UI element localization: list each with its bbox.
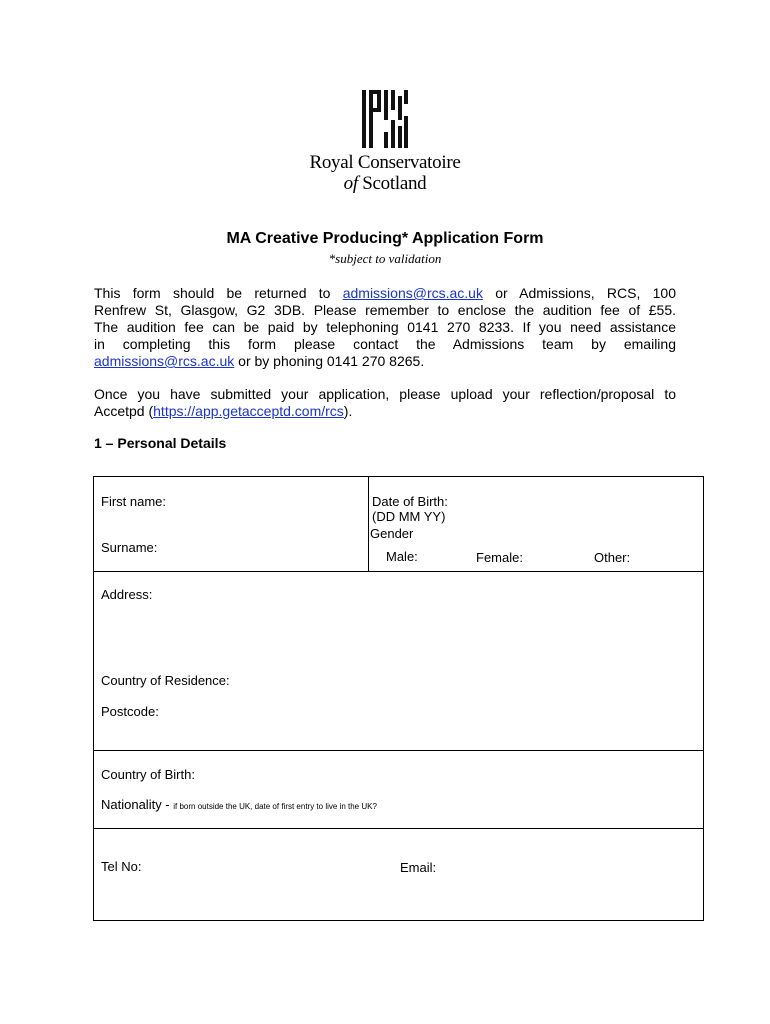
personal-details-form: [93, 476, 704, 921]
logo-name-line2: [250, 173, 520, 195]
address-field[interactable]: Address:: [101, 587, 153, 602]
nationality-field[interactable]: [101, 797, 377, 812]
row-divider: [94, 828, 703, 829]
tel-field[interactable]: Tel No:: [101, 859, 142, 874]
acceptd-link[interactable]: https://app.getacceptd.com/rcs: [153, 403, 344, 419]
gender-male-option[interactable]: Male:: [386, 549, 418, 564]
logo-name-of: of: [343, 173, 358, 194]
form-title: MA Creative Producing* Application Form: [226, 230, 544, 247]
first-name-field[interactable]: First name:: [101, 494, 167, 509]
country-of-residence-field[interactable]: Country of Residence:: [101, 673, 230, 688]
intro-line: [94, 285, 676, 302]
intro-line: [94, 353, 676, 370]
intro-paragraph-1: [94, 285, 676, 370]
gender-other-option[interactable]: Other:: [594, 550, 631, 565]
nationality-note: if born outside the UK, date of first entry to live in the UK?: [173, 802, 377, 811]
intro-line: Once you have submitted your application, please upload your reflection/proposal to: [94, 386, 676, 402]
intro-line: in completing this form please contact the Admissions team by emailing: [94, 336, 676, 352]
section-heading-personal-details: 1 – Personal Details: [94, 435, 227, 451]
intro-paragraph-2: [94, 386, 676, 420]
gender-label: Gender: [370, 526, 414, 541]
intro-line: [94, 403, 676, 420]
logo-name-line1: Royal Conservatoire: [309, 152, 461, 173]
row-divider: [94, 750, 703, 751]
dob-format-label: (DD MM YY): [372, 509, 446, 524]
dob-field[interactable]: Date of Birth:: [372, 494, 448, 509]
gender-female-option[interactable]: Female:: [476, 550, 523, 565]
logo-name-scotland: Scotland: [362, 173, 427, 194]
admissions-email-link-2[interactable]: admissions@rcs.ac.uk: [94, 353, 235, 369]
intro-text: or Admissions, RCS, 100: [482, 285, 676, 301]
intro-text: ).: [343, 403, 353, 419]
form-subtitle: *subject to validation: [328, 251, 442, 266]
intro-text: or by phoning 0141 270 8265.: [234, 353, 425, 369]
admissions-email-link[interactable]: admissions@rcs.ac.uk: [342, 285, 483, 301]
intro-line: Renfrew St, Glasgow, G2 3DB. Please remember to enclose the audition fee of £55.: [94, 302, 676, 318]
column-divider: [368, 477, 369, 571]
nationality-label: Nationality -: [101, 797, 174, 812]
intro-text: This form should be returned to: [94, 285, 343, 301]
email-field[interactable]: Email:: [400, 860, 437, 875]
surname-field[interactable]: Surname:: [101, 540, 158, 555]
rcs-logo-icon: [362, 90, 408, 148]
intro-line: The audition fee can be paid by telephoning 0141 270 8233. If you need assistance: [94, 319, 676, 335]
postcode-field[interactable]: Postcode:: [101, 704, 159, 719]
row-divider: [94, 571, 703, 572]
country-of-birth-field[interactable]: Country of Birth:: [101, 767, 195, 782]
intro-text: Accetpd (: [94, 403, 154, 419]
